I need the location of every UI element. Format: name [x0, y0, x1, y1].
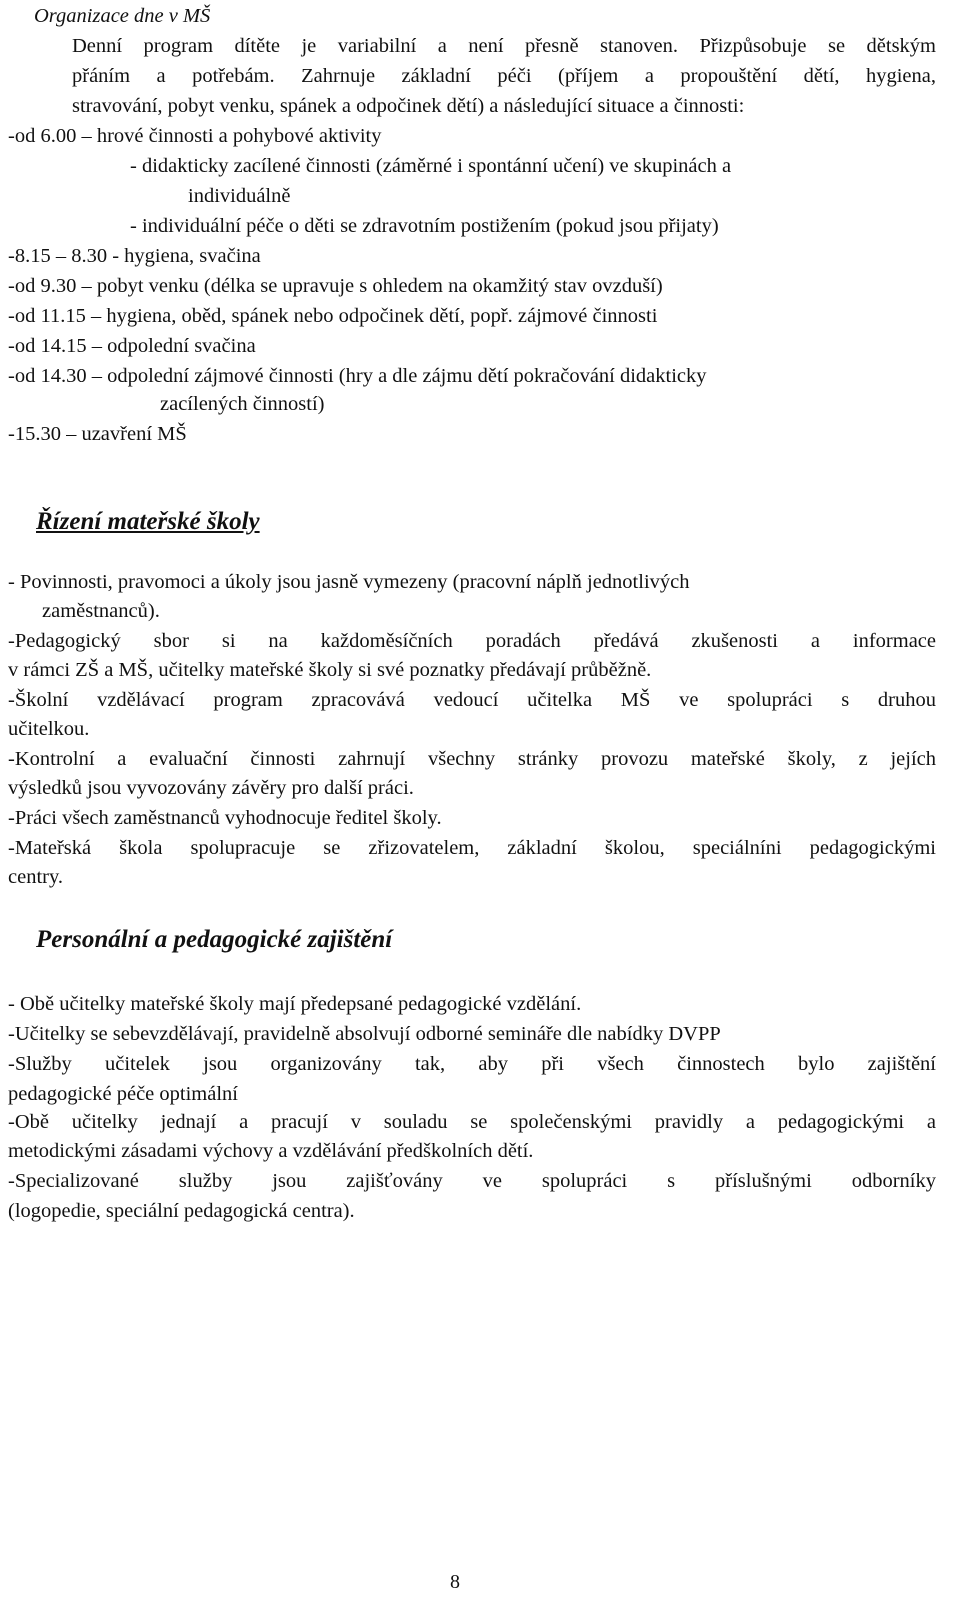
paragraph-line: metodickými zásadami výchovy a vzdělávání předškolních dětí.	[8, 1140, 534, 1162]
paragraph-line: -Pedagogický sbor si na každoměsíčních poradách předává zkušenosti a informace	[8, 630, 936, 652]
schedule-item: -15.30 – uzavření MŠ	[8, 423, 187, 445]
paragraph-line: centry.	[8, 866, 64, 888]
paragraph-line: -Služby učitelek jsou organizovány tak, aby při všech činnostech bylo zajištění	[8, 1053, 936, 1075]
page-number: 8	[450, 1571, 460, 1593]
paragraph-line: výsledků jsou vyvozovány závěry pro další práci.	[8, 777, 414, 799]
section-heading: Řízení mateřské školy	[36, 508, 260, 535]
paragraph-line: - Obě učitelky mateřské školy mají předepsané pedagogické vzdělání.	[8, 993, 582, 1015]
paragraph-line: (logopedie, speciální pedagogická centra).	[8, 1200, 355, 1222]
paragraph-line: -Školní vzdělávací program zpracovává vedoucí učitelka MŠ ve spolupráci s druhou	[8, 689, 936, 711]
schedule-item: -8.15 – 8.30 - hygiena, svačina	[8, 245, 261, 267]
schedule-item: -od 6.00 – hrové činnosti a pohybové aktivity	[8, 125, 382, 147]
paragraph-line: -Práci všech zaměstnanců vyhodnocuje ředitel školy.	[8, 807, 442, 829]
schedule-item: -od 9.30 – pobyt venku (délka se upravuje s ohledem na okamžitý stav ovzduší)	[8, 275, 663, 297]
schedule-item: -od 14.15 – odpolední svačina	[8, 335, 256, 357]
paragraph-line: -Mateřská škola spolupracuje se zřizovatelem, základní školou, speciálníni pedagogickými	[8, 837, 936, 859]
paragraph-line: -Učitelky se sebevzdělávají, pravidelně absolvují odborné semináře dle nabídky DVPP	[8, 1023, 721, 1045]
schedule-item-cont: zacílených činností)	[160, 393, 325, 415]
schedule-item: -od 14.30 – odpolední zájmové činnosti (hry a dle zájmu dětí pokračování didakticky	[8, 365, 707, 387]
schedule-item: -od 11.15 – hygiena, oběd, spánek nebo odpočinek dětí, popř. zájmové činnosti	[8, 305, 658, 327]
schedule-subitem: - didakticky zacílené činnosti (záměrné i spontánní učení) ve skupinách a	[130, 155, 732, 177]
paragraph-line: učitelkou.	[8, 718, 90, 740]
paragraph-line: stravování, pobyt venku, spánek a odpočinek dětí) a následující situace a činnosti:	[72, 95, 745, 117]
paragraph-line: -Kontrolní a evaluační činnosti zahrnují všechny stránky provozu mateřské školy, z jejích	[8, 748, 936, 770]
section-heading: Personální a pedagogické zajištění	[36, 926, 393, 953]
paragraph-line: přáním a potřebám. Zahrnuje základní péči (příjem a propouštění dětí, hygiena,	[72, 65, 936, 87]
paragraph-line: - Povinnosti, pravomoci a úkoly jsou jasně vymezeny (pracovní náplň jednotlivých	[8, 571, 690, 593]
section-subtitle: Organizace dne v MŠ	[34, 5, 211, 27]
schedule-subitem: - individuální péče o děti se zdravotním postižením (pokud jsou přijaty)	[130, 215, 719, 237]
paragraph-line: -Specializované služby jsou zajišťovány ve spolupráci s příslušnými odborníky	[8, 1170, 936, 1192]
paragraph-line: Denní program dítěte je variabilní a není přesně stanoven. Přizpůsobuje se dětským	[72, 35, 936, 57]
paragraph-line: v rámci ZŠ a MŠ, učitelky mateřské školy si své poznatky předávají průběžně.	[8, 659, 652, 681]
paragraph-line: -Obě učitelky jednají a pracují v souladu se společenskými pravidly a pedagogickými a	[8, 1111, 936, 1133]
schedule-subitem-cont: individuálně	[188, 185, 291, 207]
paragraph-line: zaměstnanců).	[42, 600, 160, 622]
paragraph-line: pedagogické péče optimální	[8, 1083, 238, 1105]
